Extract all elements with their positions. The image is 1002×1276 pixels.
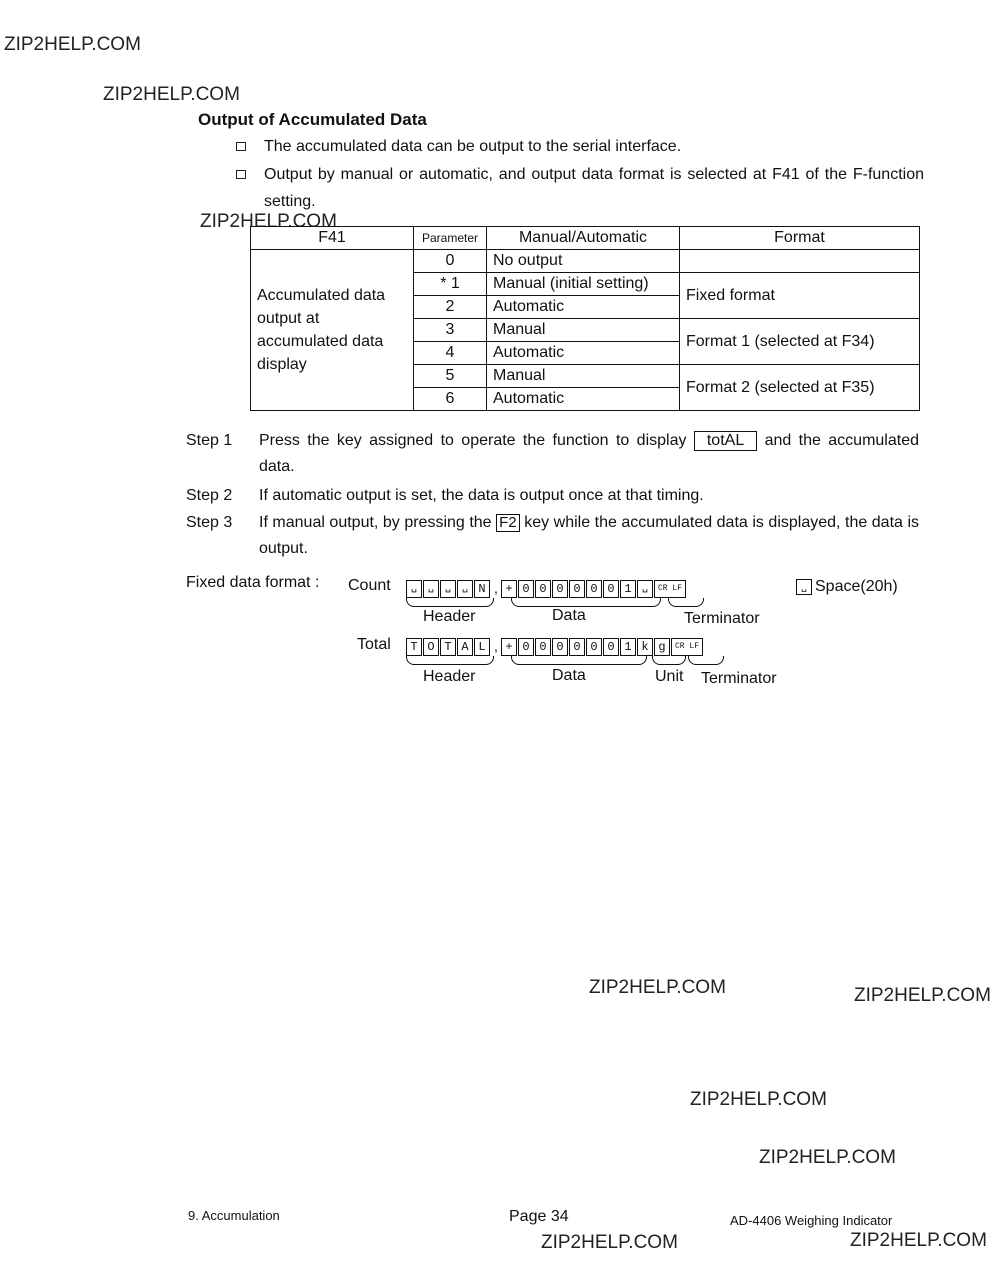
total-cells	[406, 638, 704, 656]
header-f41: F41	[251, 227, 414, 250]
header-cell: ␣	[406, 580, 422, 598]
function-label: Accumulated data output at accumulated data display	[251, 250, 414, 411]
data-cell: +	[501, 638, 517, 656]
step-text: If automatic output is set, the data is output once at that timing.	[259, 487, 704, 504]
header-cell: ␣	[457, 580, 473, 598]
count-cells	[406, 580, 687, 598]
unit-caption: Unit	[655, 668, 684, 685]
comma-separator: ,	[494, 638, 498, 654]
terminator-brace	[668, 598, 704, 607]
header-cell: L	[474, 638, 490, 656]
param-value: 4	[414, 342, 487, 365]
watermark: ZIP2HELP.COM	[854, 985, 991, 1006]
step-label: Step 3	[186, 514, 233, 531]
header-cell: ␣	[440, 580, 456, 598]
data-cell: 0	[552, 580, 568, 598]
data-cell: 0	[535, 580, 551, 598]
fixed-format-label: Fixed data format :	[186, 574, 320, 591]
data-cell: 1	[620, 580, 636, 598]
mode-value: Automatic	[487, 296, 680, 319]
count-label: Count	[348, 577, 391, 594]
param-value: 5	[414, 365, 487, 388]
format-value	[680, 250, 920, 273]
total-label: Total	[357, 636, 391, 653]
data-cell: 0	[569, 638, 585, 656]
watermark: ZIP2HELP.COM	[690, 1089, 827, 1110]
terminator-caption: Terminator	[701, 670, 777, 687]
data-cell: 0	[552, 638, 568, 656]
data-caption: Data	[552, 667, 586, 684]
footer-section: 9. Accumulation	[188, 1208, 280, 1223]
terminator-cell: CR LF	[654, 580, 686, 598]
header-cell: T	[406, 638, 422, 656]
header-parameter: Parameter	[414, 227, 487, 250]
watermark: ZIP2HELP.COM	[4, 34, 141, 55]
header-caption: Header	[423, 668, 476, 685]
footer-product: AD-4406 Weighing Indicator	[730, 1213, 893, 1228]
format-value: Fixed format	[680, 273, 920, 319]
param-value: * 1	[414, 273, 487, 296]
param-value: 3	[414, 319, 487, 342]
header-brace	[406, 656, 494, 665]
f2-key-box: F2	[496, 514, 520, 532]
comma-separator: ,	[494, 580, 498, 596]
param-value: 2	[414, 296, 487, 319]
data-cell: 0	[569, 580, 585, 598]
header-cell: ␣	[423, 580, 439, 598]
bullet-item: Output by manual or automatic, and output data format is selected at F41 of the F-function setting.	[236, 161, 926, 215]
terminator-cell: CR LF	[671, 638, 703, 656]
table-row	[251, 250, 920, 273]
data-cell: 0	[603, 638, 619, 656]
space-legend: ␣ Space(20h)	[796, 578, 898, 596]
table-header-row	[251, 227, 920, 250]
mode-value: Manual (initial setting)	[487, 273, 680, 296]
data-brace	[511, 656, 647, 665]
data-caption: Data	[552, 607, 586, 624]
step-text: If manual output, by pressing the F2 key while the accumulated data is displayed, the data is output.	[259, 514, 920, 557]
data-cell: 1	[620, 638, 636, 656]
header-brace	[406, 598, 494, 607]
terminator-caption: Terminator	[684, 610, 760, 627]
watermark: ZIP2HELP.COM	[200, 211, 337, 232]
data-cell: 0	[535, 638, 551, 656]
step-label: Step 1	[186, 432, 233, 449]
bullet-item: The accumulated data can be output to the serial interface.	[236, 133, 926, 160]
header-cell: A	[457, 638, 473, 656]
unit-cell: k	[637, 638, 653, 656]
watermark: ZIP2HELP.COM	[103, 84, 240, 105]
data-cell: 0	[603, 580, 619, 598]
header-format: Format	[680, 227, 920, 250]
footer-page: Page 34	[509, 1208, 569, 1225]
step-label: Step 2	[186, 487, 233, 504]
watermark: ZIP2HELP.COM	[589, 977, 726, 998]
watermark: ZIP2HELP.COM	[541, 1232, 678, 1253]
bullet-square-icon	[236, 142, 246, 151]
data-cell: 0	[586, 580, 602, 598]
format-value: Format 2 (selected at F35)	[680, 365, 920, 411]
header-caption: Header	[423, 608, 476, 625]
data-cell: ␣	[637, 580, 653, 598]
terminator-brace	[688, 656, 724, 665]
f41-table	[250, 226, 920, 411]
watermark: ZIP2HELP.COM	[850, 1230, 987, 1251]
data-cell: 0	[518, 580, 534, 598]
data-cell: 0	[586, 638, 602, 656]
mode-value: Manual	[487, 319, 680, 342]
header-mode: Manual/Automatic	[487, 227, 680, 250]
param-value: 6	[414, 388, 487, 411]
space-icon: ␣	[796, 579, 812, 595]
mode-value: Automatic	[487, 342, 680, 365]
bullet-square-icon	[236, 170, 246, 179]
unit-brace	[652, 656, 686, 665]
mode-value: Automatic	[487, 388, 680, 411]
data-cell: +	[501, 580, 517, 598]
header-cell: T	[440, 638, 456, 656]
step-text: Press the key assigned to operate the function to display totAL and the accumulated data.	[259, 432, 919, 475]
watermark: ZIP2HELP.COM	[759, 1147, 896, 1168]
mode-value: Manual	[487, 365, 680, 388]
mode-value: No output	[487, 250, 680, 273]
unit-cell: g	[654, 638, 670, 656]
param-value: 0	[414, 250, 487, 273]
format-value: Format 1 (selected at F34)	[680, 319, 920, 365]
data-cell: 0	[518, 638, 534, 656]
data-brace	[511, 598, 661, 607]
header-cell: O	[423, 638, 439, 656]
display-totAL-box: totAL	[694, 431, 757, 451]
header-cell: N	[474, 580, 490, 598]
section-title: Output of Accumulated Data	[198, 110, 427, 129]
